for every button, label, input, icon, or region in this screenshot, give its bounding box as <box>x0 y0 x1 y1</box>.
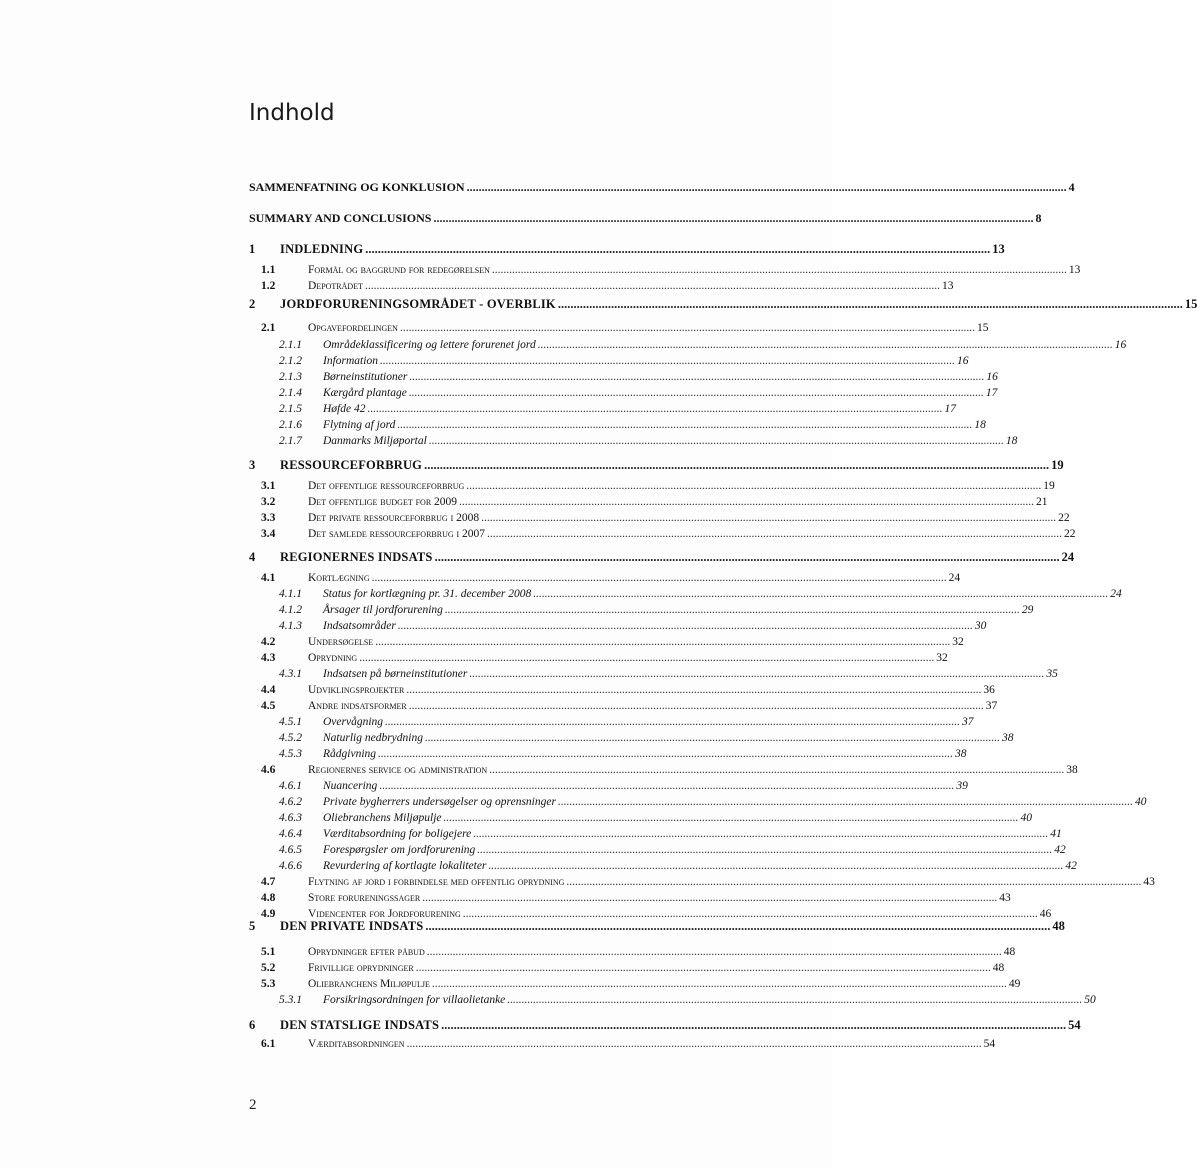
toc-entry-title: Oprydning <box>308 652 358 664</box>
toc-entry[interactable] <box>249 994 1096 1011</box>
toc-entry-title: Rådgivning <box>323 748 377 760</box>
toc-entry-title: Revurdering af kortlagte lokaliteter <box>323 860 487 872</box>
toc-entry-page: 15 <box>976 322 989 334</box>
toc-entry[interactable] <box>249 355 969 372</box>
toc-entry-page: 38 <box>955 748 967 760</box>
toc-entry-title: Udviklingsprojekter <box>308 684 405 696</box>
toc-entry-page: 42 <box>1065 860 1077 872</box>
toc-entry-number: 4.6.1 <box>279 780 302 792</box>
toc-entry-page: 8 <box>1035 211 1042 225</box>
toc-dot-leader: ........................................................................................................................................................................................................ <box>408 387 984 399</box>
toc-entry-number: 4.5.3 <box>279 748 302 760</box>
toc-entry[interactable] <box>249 764 1078 781</box>
toc-entry-page: 16 <box>956 355 969 367</box>
toc-entry-title: Værditabsordning for boligejere <box>323 828 472 840</box>
toc-entry-title: Private bygherrers undersøgelser og oprensninger <box>323 796 556 808</box>
toc-dot-leader: ........................................................................................................................................................................................................ <box>462 908 1038 920</box>
toc-entry-page: 39 <box>956 780 968 792</box>
toc-entry-number: 5.3 <box>261 978 276 990</box>
toc-entry-number: 2.1.1 <box>279 339 302 351</box>
toc-entry-title: Indsatsområder <box>323 620 396 632</box>
toc-entry[interactable] <box>249 828 1062 845</box>
toc-dot-leader: ........................................................................................................................................................................................................ <box>537 339 1113 351</box>
toc-entry-number: 4.7 <box>261 876 276 888</box>
toc-entry-page: 30 <box>974 620 987 632</box>
toc-entry-title: Depotrådet <box>308 280 363 292</box>
toc-entry-title: Regionernes service og administration <box>308 764 488 776</box>
toc-entry-title: INDLEDNING <box>280 242 364 256</box>
toc-entry-number: 4.9 <box>261 908 276 920</box>
toc-dot-leader: ........................................................................................................................................................................................................ <box>379 355 955 367</box>
toc-entry-page: 49 <box>1008 978 1021 990</box>
toc-dot-leader: ........................................................................................................................................................................................................ <box>557 796 1133 808</box>
toc-entry-number: 4.5.1 <box>279 716 302 728</box>
toc-dot-leader: ........................................................................................................................................................................................................ <box>431 978 1007 990</box>
toc-entry-number: 1.1 <box>261 264 276 276</box>
toc-dot-leader: ........................................................................................................................................................................................................ <box>507 994 1083 1006</box>
toc-entry-page: 54 <box>983 1038 996 1050</box>
toc-entry-number: 3.3 <box>261 512 276 524</box>
toc-entry-title: Værditabsordningen <box>308 1038 405 1050</box>
toc-dot-leader: ........................................................................................................................................................................................................ <box>557 297 1183 311</box>
toc-entry-title: Frivillige oprydninger <box>308 962 414 974</box>
toc-entry-page: 48 <box>992 962 1005 974</box>
toc-dot-leader: ........................................................................................................................................................................................................ <box>566 876 1142 888</box>
toc-dot-leader: ........................................................................................................................................................................................................ <box>487 528 1063 540</box>
toc-entry-title: Flytning af jord <box>323 419 396 431</box>
toc-entry-page: 16 <box>1114 339 1127 351</box>
toc-dot-leader: ........................................................................................................................................................................................................ <box>444 604 1020 616</box>
toc-dot-leader: ........................................................................................................................................................................................................ <box>489 764 1065 776</box>
toc-entry-title: Oliebranchens Miljøpulje <box>308 978 430 990</box>
toc-entry-number: 4.3.1 <box>279 668 302 680</box>
toc-entry[interactable] <box>249 211 1042 228</box>
toc-entry[interactable] <box>249 322 989 339</box>
toc-entry-title: RESSOURCEFORBRUG <box>280 458 423 472</box>
toc-entry-page: 24 <box>1061 550 1075 564</box>
toc-entry-page: 38 <box>1002 732 1014 744</box>
toc-entry-page: 29 <box>1021 604 1034 616</box>
toc-entry-page: 36 <box>983 684 995 696</box>
toc-entry[interactable] <box>249 339 1127 356</box>
toc-entry-page: 41 <box>1050 828 1062 840</box>
toc-entry-number: 4.1.3 <box>279 620 302 632</box>
toc-entry-number: 4.6.2 <box>279 796 302 808</box>
toc-entry-number: 4 <box>249 550 256 564</box>
toc-entry-number: 5.3.1 <box>279 994 302 1006</box>
toc-entry-number: 4.1 <box>261 572 276 584</box>
toc-entry[interactable] <box>249 180 1075 197</box>
toc-dot-leader: ........................................................................................................................................................................................................ <box>425 732 1000 744</box>
toc-entry-title: JORDFORURENINGSOMRÅDET - OVERBLIK <box>280 297 556 311</box>
toc-entry-title: Det offentlige budget for 2009 <box>308 496 458 508</box>
toc-entry[interactable] <box>249 978 1021 995</box>
toc-dot-leader: ........................................................................................................................................................................................................ <box>397 419 973 431</box>
toc-entry[interactable] <box>249 876 1155 893</box>
toc-dot-leader: ........................................................................................................................................................................................................ <box>424 458 1050 472</box>
toc-dot-leader: ........................................................................................................................................................................................................ <box>397 620 973 632</box>
toc-entry-number: 2.1 <box>261 322 276 334</box>
toc-dot-leader: ........................................................................................................................................................................................................ <box>533 588 1109 600</box>
toc-entry-page: 37 <box>985 700 998 712</box>
toc-entry-number: 4.1.2 <box>279 604 302 616</box>
toc-entry[interactable] <box>249 780 968 797</box>
toc-entry-page: 24 <box>1110 588 1122 600</box>
toc-entry-number: 4.3 <box>261 652 276 664</box>
toc-heading: Indhold <box>249 100 335 126</box>
toc-entry[interactable] <box>249 684 995 701</box>
toc-entry-number: 6 <box>249 1018 256 1032</box>
toc-entry-title: Undersøgelse <box>308 636 374 648</box>
toc-dot-leader: ........................................................................................................................................................................................................ <box>459 496 1035 508</box>
toc-entry[interactable] <box>249 1038 996 1055</box>
toc-entry-number: 4.5.2 <box>279 732 302 744</box>
toc-dot-leader: ........................................................................................................................................................................................................ <box>375 636 951 648</box>
toc-entry-page: 4 <box>1068 180 1075 194</box>
toc-dot-leader: ........................................................................................................................................................................................................ <box>385 716 961 728</box>
toc-entry-title: Det samlede ressourceforbrug i 2007 <box>308 528 486 540</box>
toc-entry-number: 4.8 <box>261 892 276 904</box>
toc-entry[interactable] <box>249 604 1034 621</box>
toc-entry-page: 48 <box>1003 946 1016 958</box>
toc-entry-title: Videncenter for Jordforurening <box>308 908 461 920</box>
toc-entry-number: 4.5 <box>261 700 276 712</box>
toc-entry-page: 18 <box>974 419 986 431</box>
toc-entry-page: 15 <box>1184 297 1197 311</box>
toc-dot-leader: ........................................................................................................................................................................................................ <box>441 1018 1067 1032</box>
toc-entry-title: Formål og baggrund for redegørelsen <box>308 264 490 276</box>
toc-entry-number: 3 <box>249 458 256 472</box>
toc-entry[interactable] <box>249 403 956 420</box>
toc-dot-leader: ........................................................................................................................................................................................................ <box>491 264 1067 276</box>
toc-entry-number: 2.1.5 <box>279 403 302 415</box>
toc-entry-title: Kortlægning <box>308 572 370 584</box>
toc-entry-page: 37 <box>962 716 974 728</box>
toc-entry-title: Opgavefordelingen <box>308 322 398 334</box>
toc-entry-page: 24 <box>948 572 961 584</box>
toc-entry[interactable] <box>249 371 998 388</box>
toc-entry-page: 17 <box>944 403 956 415</box>
toc-entry-number: 4.6.5 <box>279 844 302 856</box>
toc-entry-title: Forespørgsler om jordforurening <box>323 844 476 856</box>
toc-entry[interactable] <box>249 435 1018 452</box>
toc-entry[interactable] <box>249 1018 1081 1035</box>
toc-entry-number: 3.2 <box>261 496 276 508</box>
toc-dot-leader: ........................................................................................................................................................................................................ <box>473 828 1049 840</box>
toc-dot-leader: ........................................................................................................................................................................................................ <box>415 962 991 974</box>
toc-entry[interactable] <box>249 844 1066 861</box>
toc-dot-leader: ........................................................................................................................................................................................................ <box>469 668 1045 680</box>
toc-dot-leader: ........................................................................................................................................................................................................ <box>365 242 991 256</box>
toc-entry[interactable] <box>249 588 1122 605</box>
toc-dot-leader: ........................................................................................................................................................................................................ <box>359 652 935 664</box>
toc-entry-number: 1 <box>249 242 256 256</box>
toc-entry-page: 48 <box>1052 919 1065 933</box>
toc-entry-title: Information <box>323 355 378 367</box>
toc-entry-page: 19 <box>1051 458 1064 472</box>
toc-entry-number: 5.1 <box>261 946 276 958</box>
toc-entry-number: 4.1.1 <box>279 588 302 600</box>
toc-entry-title: Danmarks Miljøportal <box>323 435 427 447</box>
toc-dot-leader: ........................................................................................................................................................................................................ <box>466 480 1042 492</box>
toc-dot-leader: ........................................................................................................................................................................................................ <box>433 211 1034 225</box>
toc-entry-number: 2.1.2 <box>279 355 302 367</box>
toc-entry[interactable] <box>249 812 1032 829</box>
toc-dot-leader: ........................................................................................................................................................................................................ <box>367 403 943 415</box>
toc-entry-number: 4.6.4 <box>279 828 302 840</box>
toc-entry[interactable] <box>249 962 1005 979</box>
toc-entry-title: Årsager til jordforurening <box>323 604 443 616</box>
toc-entry[interactable] <box>249 264 1081 281</box>
toc-dot-leader: ........................................................................................................................................................................................................ <box>406 684 982 696</box>
toc-dot-leader: ........................................................................................................................................................................................................ <box>428 435 1004 447</box>
toc-dot-leader: ........................................................................................................................................................................................................ <box>443 812 1019 824</box>
toc-entry-number: 4.6 <box>261 764 276 776</box>
toc-entry-page: 40 <box>1020 812 1032 824</box>
toc-entry-title: Det private ressourceforbrug i 2008 <box>308 512 480 524</box>
toc-entry-page: 50 <box>1084 994 1096 1006</box>
toc-entry[interactable] <box>249 419 986 436</box>
toc-dot-leader: ........................................................................................................................................................................................................ <box>409 371 985 383</box>
toc-entry[interactable] <box>249 732 1014 749</box>
toc-entry-number: 4.2 <box>261 636 276 648</box>
toc-entry-title: Andre indsatsformer <box>308 700 407 712</box>
toc-entry-page: 13 <box>941 280 954 292</box>
toc-entry-title: SAMMENFATNING OG KONKLUSION <box>249 180 465 194</box>
toc-entry-title: Kærgård plantage <box>323 387 407 399</box>
toc-entry-page: 38 <box>1066 764 1078 776</box>
toc-entry-title: Områdeklassificering og lettere forurenet jord <box>323 339 536 351</box>
toc-entry-title: Oprydninger efter påbud <box>308 946 425 958</box>
toc-dot-leader: ........................................................................................................................................................................................................ <box>481 512 1057 524</box>
toc-entry[interactable] <box>249 892 1011 909</box>
page-number: 2 <box>249 1097 257 1113</box>
toc-entry-title: Oliebranchens Miljøpulje <box>323 812 442 824</box>
toc-entry-number: 3.1 <box>261 480 276 492</box>
toc-entry[interactable] <box>249 458 1064 475</box>
toc-entry-number: 2.1.3 <box>279 371 302 383</box>
toc-dot-leader: ........................................................................................................................................................................................................ <box>364 280 940 292</box>
toc-entry-page: 43 <box>999 892 1011 904</box>
toc-entry-title: Overvågning <box>323 716 384 728</box>
toc-dot-leader: ........................................................................................................................................................................................................ <box>477 844 1053 856</box>
toc-entry-title: Børneinstitutioner <box>323 371 408 383</box>
toc-entry[interactable] <box>249 919 1065 936</box>
toc-dot-leader: ........................................................................................................................................................................................................ <box>488 860 1064 872</box>
toc-entry-page: 18 <box>1005 435 1018 447</box>
toc-entry-page: 43 <box>1143 876 1155 888</box>
toc-entry[interactable] <box>249 748 967 765</box>
toc-entry-page: 32 <box>936 652 948 664</box>
toc-entry-number: 4.4 <box>261 684 276 696</box>
toc-entry-title: SUMMARY AND CONCLUSIONS <box>249 211 432 225</box>
toc-entry[interactable] <box>249 860 1077 877</box>
toc-dot-leader: ........................................................................................................................................................................................................ <box>466 180 1067 194</box>
toc-entry-title: DEN PRIVATE INDSATS <box>280 919 424 933</box>
toc-entry-page: 21 <box>1036 496 1048 508</box>
toc-entry-page: 22 <box>1058 512 1070 524</box>
toc-entry-number: 1.2 <box>261 280 276 292</box>
toc-entry-page: 13 <box>1068 264 1081 276</box>
toc-entry-page: 13 <box>992 242 1005 256</box>
toc-entry-title: Status for kortlægning pr. 31. december 2008 <box>323 588 532 600</box>
toc-entry[interactable] <box>249 480 1055 497</box>
toc-entry-number: 4.6.6 <box>279 860 302 872</box>
toc-entry[interactable] <box>249 796 1147 813</box>
toc-entry[interactable] <box>249 716 974 733</box>
toc-dot-leader: ........................................................................................................................................................................................................ <box>422 892 998 904</box>
toc-entry-page: 22 <box>1064 528 1076 540</box>
toc-dot-leader: ........................................................................................................................................................................................................ <box>406 1038 982 1050</box>
toc-entry-number: 2.1.7 <box>279 435 302 447</box>
toc-entry-number: 4.6.3 <box>279 812 302 824</box>
toc-dot-leader: ........................................................................................................................................................................................................ <box>399 322 975 334</box>
toc-dot-leader: ........................................................................................................................................................................................................ <box>371 572 947 584</box>
toc-entry-title: Flytning af jord i forbindelse med offentlig oprydning <box>308 876 565 888</box>
toc-entry-page: 19 <box>1043 480 1055 492</box>
toc-entry-number: 2 <box>249 297 256 311</box>
toc-entry[interactable] <box>249 636 964 653</box>
toc-entry-number: 5 <box>249 919 256 933</box>
toc-entry-page: 17 <box>985 387 998 399</box>
toc-entry[interactable] <box>249 297 1197 314</box>
toc-entry[interactable] <box>249 528 1076 545</box>
toc-entry-number: 5.2 <box>261 962 276 974</box>
toc-dot-leader: ........................................................................................................................................................................................................ <box>426 946 1002 958</box>
toc-entry[interactable] <box>249 512 1070 529</box>
toc-entry-number: 2.1.6 <box>279 419 302 431</box>
toc-entry[interactable] <box>249 387 998 404</box>
toc-entry-page: 16 <box>986 371 998 383</box>
toc-entry-page: 54 <box>1068 1018 1081 1032</box>
toc-entry-number: 6.1 <box>261 1038 276 1050</box>
toc-entry-title: Store forureningssager <box>308 892 421 904</box>
toc-dot-leader: ........................................................................................................................................................................................................ <box>434 550 1060 564</box>
toc-entry[interactable] <box>249 496 1048 513</box>
toc-entry[interactable] <box>249 242 1005 259</box>
toc-entry-page: 40 <box>1134 796 1147 808</box>
toc-dot-leader: ........................................................................................................................................................................................................ <box>379 780 955 792</box>
toc-entry-title: Forsikringsordningen for villaolietanke <box>323 994 506 1006</box>
toc-entry-page: 32 <box>952 636 964 648</box>
toc-entry[interactable] <box>249 620 987 637</box>
toc-entry-page: 35 <box>1046 668 1058 680</box>
toc-entry-title: Det offentlige ressourceforbrug <box>308 480 465 492</box>
toc-entry[interactable] <box>249 550 1075 567</box>
toc-entry[interactable] <box>249 572 961 589</box>
toc-entry-title: Indsatsen på børneinstitutioner <box>323 668 468 680</box>
toc-entry-number: 2.1.4 <box>279 387 302 399</box>
toc-entry[interactable] <box>249 280 954 297</box>
toc-entry-title: REGIONERNES INDSATS <box>280 550 433 564</box>
toc-entry[interactable] <box>249 946 1016 963</box>
toc-dot-leader: ........................................................................................................................................................................................................ <box>425 919 1051 933</box>
toc-entry[interactable] <box>249 668 1058 685</box>
toc-entry[interactable] <box>249 700 998 717</box>
toc-entry-title: Naturlig nedbrydning <box>323 732 423 744</box>
toc-dot-leader: ........................................................................................................................................................................................................ <box>408 700 984 712</box>
toc-entry-page: 42 <box>1054 844 1066 856</box>
toc-entry-title: Nuancering <box>323 780 378 792</box>
toc-entry-title: DEN STATSLIGE INDSATS <box>280 1018 440 1032</box>
toc-entry-title: Høfde 42 <box>323 403 366 415</box>
toc-entry-page: 46 <box>1039 908 1052 920</box>
toc-entry-number: 3.4 <box>261 528 276 540</box>
toc-dot-leader: ........................................................................................................................................................................................................ <box>378 748 954 760</box>
toc-entry[interactable] <box>249 652 948 669</box>
